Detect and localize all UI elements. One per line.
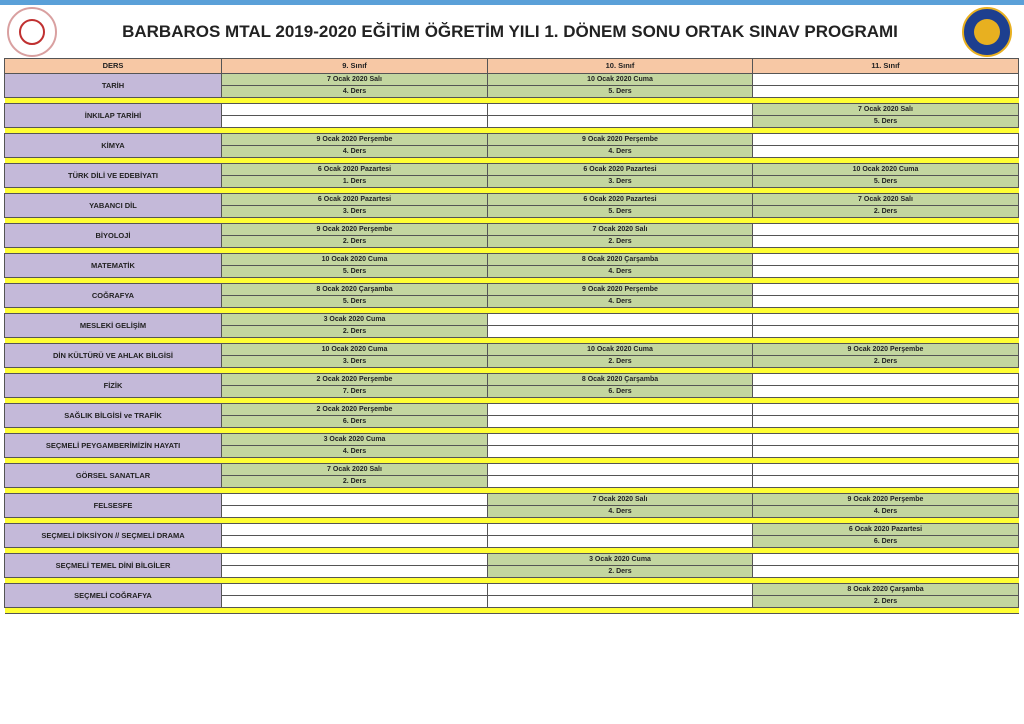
subject-row	[5, 464, 1019, 476]
subject-name: İNKILAP TARİHİ	[5, 104, 222, 128]
subject-row	[5, 494, 1019, 506]
subject-row	[5, 344, 1019, 356]
subject-row	[5, 404, 1019, 416]
exam-period-cell: 5. Ders	[222, 266, 488, 278]
exam-period-cell: 4. Ders	[488, 146, 753, 158]
subject-name: SAĞLIK BİLGİSİ ve TRAFİK	[5, 404, 222, 428]
subject-name: FİZİK	[5, 374, 222, 398]
exam-date-cell: 9 Ocak 2020 Perşembe	[488, 284, 753, 296]
subject-name: TARİH	[5, 74, 222, 98]
subject-row	[5, 284, 1019, 296]
subject-row	[5, 194, 1019, 206]
exam-date-cell	[222, 584, 488, 596]
subject-row	[5, 314, 1019, 326]
subject-row	[5, 254, 1019, 266]
exam-date-cell	[222, 524, 488, 536]
subject-name: KİMYA	[5, 134, 222, 158]
subject-name: SEÇMELİ COĞRAFYA	[5, 584, 222, 608]
subject-name: SEÇMELİ PEYGAMBERİMİZİN HAYATI	[5, 434, 222, 458]
subject-name: SEÇMELİ TEMEL DİNİ BİLGİLER	[5, 554, 222, 578]
exam-period-cell	[753, 296, 1019, 308]
exam-date-cell: 6 Ocak 2020 Pazartesi	[753, 524, 1019, 536]
exam-date-cell	[222, 494, 488, 506]
exam-period-cell	[488, 116, 753, 128]
subject-name: COĞRAFYA	[5, 284, 222, 308]
exam-date-cell	[753, 374, 1019, 386]
header-grade-10: 10. Sınıf	[488, 59, 753, 74]
exam-period-cell: 2. Ders	[753, 596, 1019, 608]
subject-row	[5, 104, 1019, 116]
exam-period-cell	[488, 446, 753, 458]
exam-date-cell: 2 Ocak 2020 Perşembe	[222, 404, 488, 416]
exam-period-cell: 2. Ders	[488, 566, 753, 578]
subject-row	[5, 134, 1019, 146]
exam-period-cell	[753, 86, 1019, 98]
exam-period-cell: 2. Ders	[488, 356, 753, 368]
exam-date-cell: 3 Ocak 2020 Cuma	[222, 314, 488, 326]
exam-date-cell	[753, 314, 1019, 326]
exam-date-cell: 6 Ocak 2020 Pazartesi	[488, 194, 753, 206]
subject-row	[5, 164, 1019, 176]
exam-period-cell	[753, 266, 1019, 278]
exam-period-cell	[753, 146, 1019, 158]
header-grade-11: 11. Sınıf	[753, 59, 1019, 74]
exam-date-cell: 7 Ocak 2020 Salı	[488, 224, 753, 236]
header-ders: DERS	[5, 59, 222, 74]
top-accent-bar	[0, 0, 1024, 5]
subject-name: DİN KÜLTÜRÜ VE AHLAK BİLGİSİ	[5, 344, 222, 368]
exam-date-cell	[488, 314, 753, 326]
exam-date-cell	[753, 284, 1019, 296]
exam-period-cell: 5. Ders	[488, 86, 753, 98]
separator-row	[5, 608, 1019, 614]
exam-period-cell: 2. Ders	[222, 236, 488, 248]
exam-date-cell: 9 Ocak 2020 Perşembe	[222, 134, 488, 146]
table-header-row	[5, 59, 1019, 74]
exam-period-cell	[753, 566, 1019, 578]
exam-period-cell: 7. Ders	[222, 386, 488, 398]
exam-date-cell: 9 Ocak 2020 Perşembe	[488, 134, 753, 146]
exam-date-cell: 8 Ocak 2020 Çarşamba	[222, 284, 488, 296]
exam-date-cell: 10 Ocak 2020 Cuma	[488, 344, 753, 356]
separator-bar	[5, 608, 1019, 614]
exam-date-cell: 9 Ocak 2020 Perşembe	[222, 224, 488, 236]
exam-date-cell: 10 Ocak 2020 Cuma	[753, 164, 1019, 176]
exam-period-cell: 6. Ders	[753, 536, 1019, 548]
subject-row	[5, 554, 1019, 566]
subject-name: MESLEKİ GELİŞİM	[5, 314, 222, 338]
exam-date-cell	[222, 554, 488, 566]
school-logo-icon	[962, 7, 1012, 57]
exam-date-cell: 6 Ocak 2020 Pazartesi	[222, 164, 488, 176]
exam-period-cell: 2. Ders	[488, 236, 753, 248]
exam-period-cell	[222, 116, 488, 128]
exam-period-cell: 4. Ders	[222, 146, 488, 158]
exam-date-cell: 7 Ocak 2020 Salı	[753, 104, 1019, 116]
exam-period-cell: 6. Ders	[488, 386, 753, 398]
exam-period-cell: 3. Ders	[222, 356, 488, 368]
exam-date-cell	[753, 134, 1019, 146]
exam-date-cell	[488, 434, 753, 446]
exam-date-cell: 6 Ocak 2020 Pazartesi	[222, 194, 488, 206]
exam-period-cell	[753, 236, 1019, 248]
exam-period-cell: 1. Ders	[222, 176, 488, 188]
exam-date-cell: 2 Ocak 2020 Perşembe	[222, 374, 488, 386]
exam-period-cell: 4. Ders	[488, 506, 753, 518]
exam-period-cell: 5. Ders	[222, 296, 488, 308]
exam-period-cell: 4. Ders	[488, 266, 753, 278]
exam-period-cell	[753, 446, 1019, 458]
subject-name: SEÇMELİ DİKSİYON // SEÇMELİ DRAMA	[5, 524, 222, 548]
exam-period-cell: 4. Ders	[222, 446, 488, 458]
exam-date-cell	[488, 404, 753, 416]
exam-date-cell: 3 Ocak 2020 Cuma	[222, 434, 488, 446]
exam-date-cell	[753, 404, 1019, 416]
subject-row	[5, 584, 1019, 596]
exam-period-cell	[488, 536, 753, 548]
exam-period-cell	[488, 596, 753, 608]
exam-date-cell	[488, 464, 753, 476]
exam-period-cell: 5. Ders	[753, 176, 1019, 188]
exam-date-cell: 10 Ocak 2020 Cuma	[488, 74, 753, 86]
exam-date-cell: 7 Ocak 2020 Salı	[222, 464, 488, 476]
exam-date-cell	[753, 464, 1019, 476]
exam-period-cell	[753, 416, 1019, 428]
exam-period-cell: 2. Ders	[222, 476, 488, 488]
exam-period-cell: 2. Ders	[222, 326, 488, 338]
subject-row	[5, 524, 1019, 536]
exam-date-cell	[753, 224, 1019, 236]
exam-date-cell: 9 Ocak 2020 Perşembe	[753, 344, 1019, 356]
subject-row	[5, 434, 1019, 446]
exam-date-cell	[488, 104, 753, 116]
subject-row	[5, 374, 1019, 386]
exam-period-cell: 4. Ders	[753, 506, 1019, 518]
exam-date-cell: 10 Ocak 2020 Cuma	[222, 344, 488, 356]
subject-name: MATEMATİK	[5, 254, 222, 278]
exam-period-cell	[488, 326, 753, 338]
subject-name: GÖRSEL SANATLAR	[5, 464, 222, 488]
exam-period-cell: 5. Ders	[753, 116, 1019, 128]
exam-period-cell: 4. Ders	[222, 86, 488, 98]
exam-date-cell	[753, 554, 1019, 566]
exam-date-cell: 10 Ocak 2020 Cuma	[222, 254, 488, 266]
exam-date-cell: 3 Ocak 2020 Cuma	[488, 554, 753, 566]
exam-period-cell	[222, 596, 488, 608]
exam-period-cell	[753, 326, 1019, 338]
exam-period-cell	[753, 386, 1019, 398]
exam-date-cell: 8 Ocak 2020 Çarşamba	[488, 254, 753, 266]
exam-date-cell	[222, 104, 488, 116]
ministry-logo-icon	[7, 7, 57, 57]
exam-date-cell: 9 Ocak 2020 Perşembe	[753, 494, 1019, 506]
exam-date-cell	[488, 524, 753, 536]
exam-date-cell: 6 Ocak 2020 Pazartesi	[488, 164, 753, 176]
exam-date-cell	[488, 584, 753, 596]
exam-period-cell: 2. Ders	[753, 356, 1019, 368]
exam-date-cell: 7 Ocak 2020 Salı	[753, 194, 1019, 206]
header-grade-9: 9. Sınıf	[222, 59, 488, 74]
exam-period-cell: 2. Ders	[753, 206, 1019, 218]
page-title: BARBAROS MTAL 2019-2020 EĞİTİM ÖĞRETİM YILI 1. DÖNEM SONU ORTAK SINAV PROGRAMI	[122, 22, 898, 41]
subject-name: BİYOLOJİ	[5, 224, 222, 248]
subject-name: FELSESFE	[5, 494, 222, 518]
subject-row	[5, 224, 1019, 236]
exam-period-cell	[753, 476, 1019, 488]
exam-period-cell	[488, 416, 753, 428]
exam-period-cell	[222, 536, 488, 548]
exam-period-cell: 3. Ders	[488, 176, 753, 188]
exam-date-cell: 8 Ocak 2020 Çarşamba	[488, 374, 753, 386]
subject-row	[5, 74, 1019, 86]
exam-period-cell	[222, 506, 488, 518]
exam-period-cell	[222, 566, 488, 578]
exam-period-cell: 5. Ders	[488, 206, 753, 218]
subject-name: YABANCI DİL	[5, 194, 222, 218]
exam-date-cell: 8 Ocak 2020 Çarşamba	[753, 584, 1019, 596]
exam-period-cell: 4. Ders	[488, 296, 753, 308]
exam-period-cell: 6. Ders	[222, 416, 488, 428]
exam-period-cell: 3. Ders	[222, 206, 488, 218]
exam-date-cell: 7 Ocak 2020 Salı	[222, 74, 488, 86]
exam-date-cell	[753, 434, 1019, 446]
exam-date-cell: 7 Ocak 2020 Salı	[488, 494, 753, 506]
subject-name: TÜRK DİLİ VE EDEBİYATI	[5, 164, 222, 188]
exam-period-cell	[488, 476, 753, 488]
exam-schedule-table	[4, 58, 1019, 614]
exam-date-cell	[753, 74, 1019, 86]
exam-date-cell	[753, 254, 1019, 266]
